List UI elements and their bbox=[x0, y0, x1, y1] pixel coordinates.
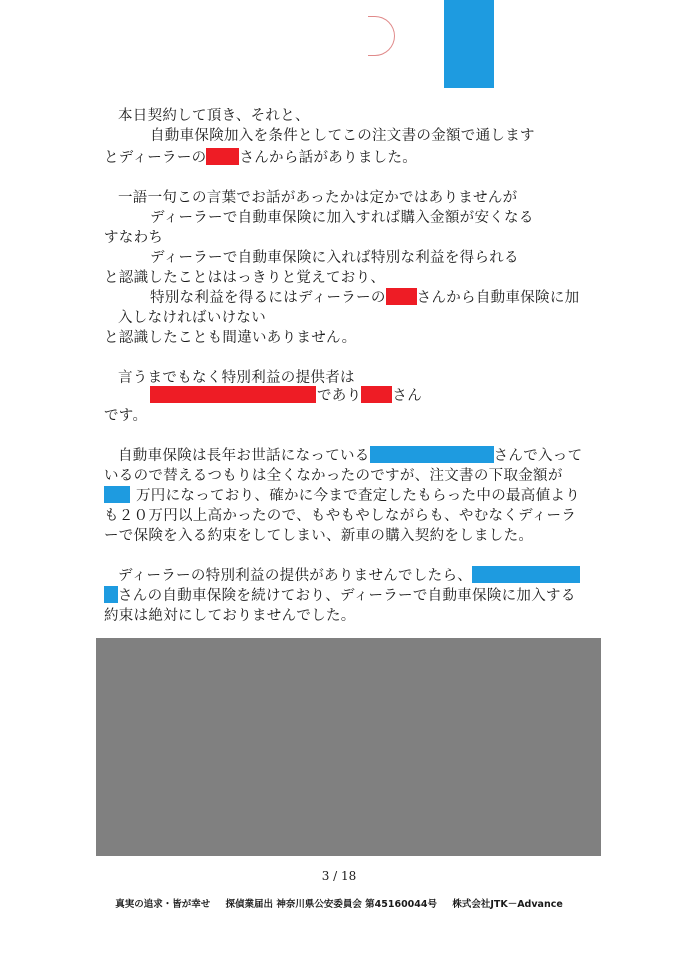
footer-motto: 真実の追求・皆が幸せ bbox=[115, 899, 211, 910]
text-span: さんで入って bbox=[493, 448, 583, 464]
footer-company: 株式会社JTK－Advance bbox=[452, 899, 563, 910]
text-span: さんから自動車保険に加 bbox=[416, 290, 580, 306]
text-line bbox=[150, 288, 579, 308]
redaction-gray-block bbox=[96, 638, 601, 856]
text-line: 本日契約して頂き、それと、 bbox=[118, 108, 310, 124]
text-line: 一語一句この言葉でお話があったかは定かではありませんが bbox=[118, 190, 518, 206]
text-line: も２０万円以上高かったので、もやもやしながらも、やむなくディーラ bbox=[104, 508, 577, 524]
text-line: すなわち bbox=[104, 230, 164, 246]
text-line bbox=[104, 148, 417, 168]
text-span: 自動車保険は長年お世話になっている bbox=[118, 448, 370, 464]
text-line: と認識したことも間違いありません。 bbox=[104, 330, 357, 346]
text-span: 万円になっており、確かに今まで査定したもらった中の最高値より bbox=[136, 488, 580, 504]
text-span: さんの自動車保険を続けており、ディーラーで自動車保険に加入する bbox=[118, 588, 576, 604]
text-line: いるので替えるつもりは全くなかったのですが、注文書の下取金額が bbox=[104, 468, 563, 484]
text-line bbox=[104, 586, 576, 606]
text-line bbox=[150, 386, 422, 406]
text-line bbox=[104, 486, 580, 506]
text-line: ディーラーで自動車保険に入れば特別な利益を得られる bbox=[150, 250, 519, 266]
redaction-blue bbox=[472, 566, 580, 583]
text-line bbox=[118, 446, 582, 466]
redaction-red bbox=[386, 288, 417, 305]
text-line: ディーラーで自動車保険に加入すれば購入金額が安くなる bbox=[150, 210, 534, 226]
redaction-blue bbox=[104, 586, 118, 603]
text-span: さんから話がありました。 bbox=[239, 150, 418, 166]
redaction-blue bbox=[104, 486, 130, 503]
seal-stamp bbox=[368, 16, 395, 56]
text-line: ーで保険を入る約束をしてしまい、新車の購入契約をしました。 bbox=[104, 528, 534, 544]
text-line: 言うまでもなく特別利益の提供者は bbox=[118, 370, 355, 386]
text-line: と認識したことははっきりと覚えており、 bbox=[104, 270, 386, 286]
text-span: 特別な利益を得るにはディーラーの bbox=[150, 290, 386, 306]
text-span: であり bbox=[317, 388, 362, 404]
redaction-red bbox=[361, 386, 392, 403]
footer bbox=[0, 896, 678, 910]
redaction-tab-blue bbox=[444, 0, 494, 88]
text-span: さん bbox=[392, 388, 423, 404]
page-number: 3 / 18 bbox=[321, 869, 357, 883]
redaction-blue bbox=[370, 446, 494, 463]
footer-license: 探偵業届出 神奈川県公安委員会 第45160044号 bbox=[225, 899, 438, 910]
text-line: 約束は絶対にしておりませんでした。 bbox=[104, 608, 356, 624]
redaction-red bbox=[150, 386, 316, 403]
text-line: 入しなければいけない bbox=[118, 310, 266, 326]
text-span: ディーラーの特別利益の提供がありませんでしたら、 bbox=[118, 568, 473, 584]
text-line: 自動車保険加入を条件としてこの注文書の金額で通します bbox=[150, 128, 535, 144]
redaction-red bbox=[206, 148, 239, 165]
text-line bbox=[118, 566, 580, 586]
text-line: です。 bbox=[104, 408, 148, 424]
text-span: とディーラーの bbox=[104, 150, 207, 166]
